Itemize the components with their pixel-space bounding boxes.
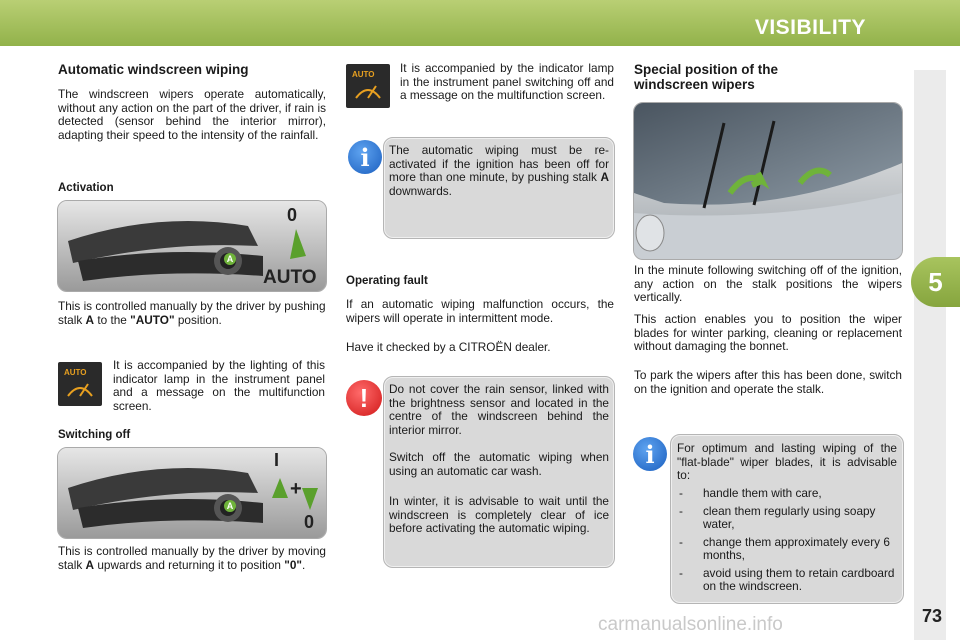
warning-text-2: Switch off the automatic wiping when using an automatic car wash. [389, 450, 609, 478]
auto-wipe-icon-2 [346, 64, 390, 108]
warning-box [383, 376, 615, 568]
side-strip [914, 70, 946, 640]
fault-text-2: Have it checked by a CITROËN dealer. [346, 340, 551, 354]
chapter-tab[interactable]: 5 [911, 257, 960, 307]
switch-off-text: This is controlled manually by the driver by moving stalk A upwards and returning it to position "0". [58, 544, 326, 572]
special-text-1: In the minute following switching off of the ignition, any action on the stalk positions the wipers vertically. [634, 263, 902, 304]
watermark-text: carmanualsonline.info [598, 614, 783, 635]
tip-item: - avoid using them to retain cardboard on the windscreen. [679, 565, 895, 593]
auto-icon-label-2: AUTO [352, 70, 375, 79]
position-one-label: I [274, 450, 280, 470]
special-text-3: To park the wipers after this has been done, switch on the ignition and operate the stalk. [634, 368, 902, 396]
page-header [0, 0, 960, 46]
lamp-text: It is accompanied by the lighting of this indicator lamp in the instrument panel and a message on the multifunction screen. [113, 358, 325, 413]
warning-text-1: Do not cover the rain sensor, linked with the brightness sensor and located in the centre of the windscreen behind the interior mirror. [389, 382, 609, 437]
accompanied-text: It is accompanied by the indicator lamp in the instrument panel switching off and a message on the multifunction screen. [400, 61, 614, 102]
warning-icon: ! [346, 380, 382, 416]
auto-icon-label: AUTO [64, 368, 87, 377]
position-zero-label: 0 [287, 205, 298, 225]
special-text-2: This action enables you to position the wiper blades for winter parking, cleaning or replacement without damaging the bonnet. [634, 312, 902, 353]
auto-wiping-heading: Automatic windscreen wiping [58, 62, 249, 77]
switching-off-heading: Switching off [58, 429, 131, 441]
operating-fault-heading: Operating fault [346, 275, 428, 287]
section-title: VISIBILITY [754, 16, 866, 39]
info-icon-2: i [633, 437, 667, 471]
special-position-heading: Special position of the windscreen wipers [634, 62, 779, 92]
activation-stalk-image [57, 200, 327, 292]
position-auto-label: AUTO [263, 267, 317, 288]
stalk-illustration-2 [58, 448, 326, 538]
tip-item: - change them approximately every 6 months, [679, 534, 890, 562]
info-reactivate-text: The automatic wiping must be re-activated if the ignition has been off for more than one minute, by pushing stalk A downwards. [389, 143, 609, 198]
windscreen-wipers-image [633, 102, 903, 260]
warning-text-3: In winter, it is advisable to wait until the windscreen is completely clear of ice before activating the automatic wiping. [389, 494, 609, 535]
fault-text-1: If an automatic wiping malfunction occurs, the wipers will operate in intermittent mode. [346, 297, 614, 325]
auto-wiping-intro: The windscreen wipers operate automatically, without any action on the part of the driver, if rain is detected (sensor behind the interior mirror), adapting their speed to the intensity of the rainfall. [58, 87, 326, 142]
switch-off-stalk-image [57, 447, 327, 539]
stalk-a-label-2: A [224, 500, 236, 512]
tip-item: - clean them regularly using soapy water, [679, 503, 876, 531]
activation-text: This is controlled manually by the driver by pushing stalk A to the "AUTO" position. [58, 299, 326, 327]
tips-intro: For optimum and lasting wiping of the "flat-blade" wiper blades, it is advisable to: [677, 441, 897, 482]
car-windscreen-illustration [634, 103, 902, 259]
auto-wipe-icon [58, 362, 102, 406]
tips-list [677, 487, 899, 598]
page-number: 73 [922, 606, 943, 626]
position-zero-label-2: 0 [304, 512, 315, 532]
tip-item: - handle them with care, [679, 486, 822, 500]
info-box-reactivate [383, 137, 615, 239]
activation-heading: Activation [58, 182, 114, 194]
info-icon: i [348, 140, 382, 174]
info-box-tips [670, 434, 904, 604]
stalk-a-label: A [224, 253, 236, 265]
plus-label: + [290, 478, 302, 500]
